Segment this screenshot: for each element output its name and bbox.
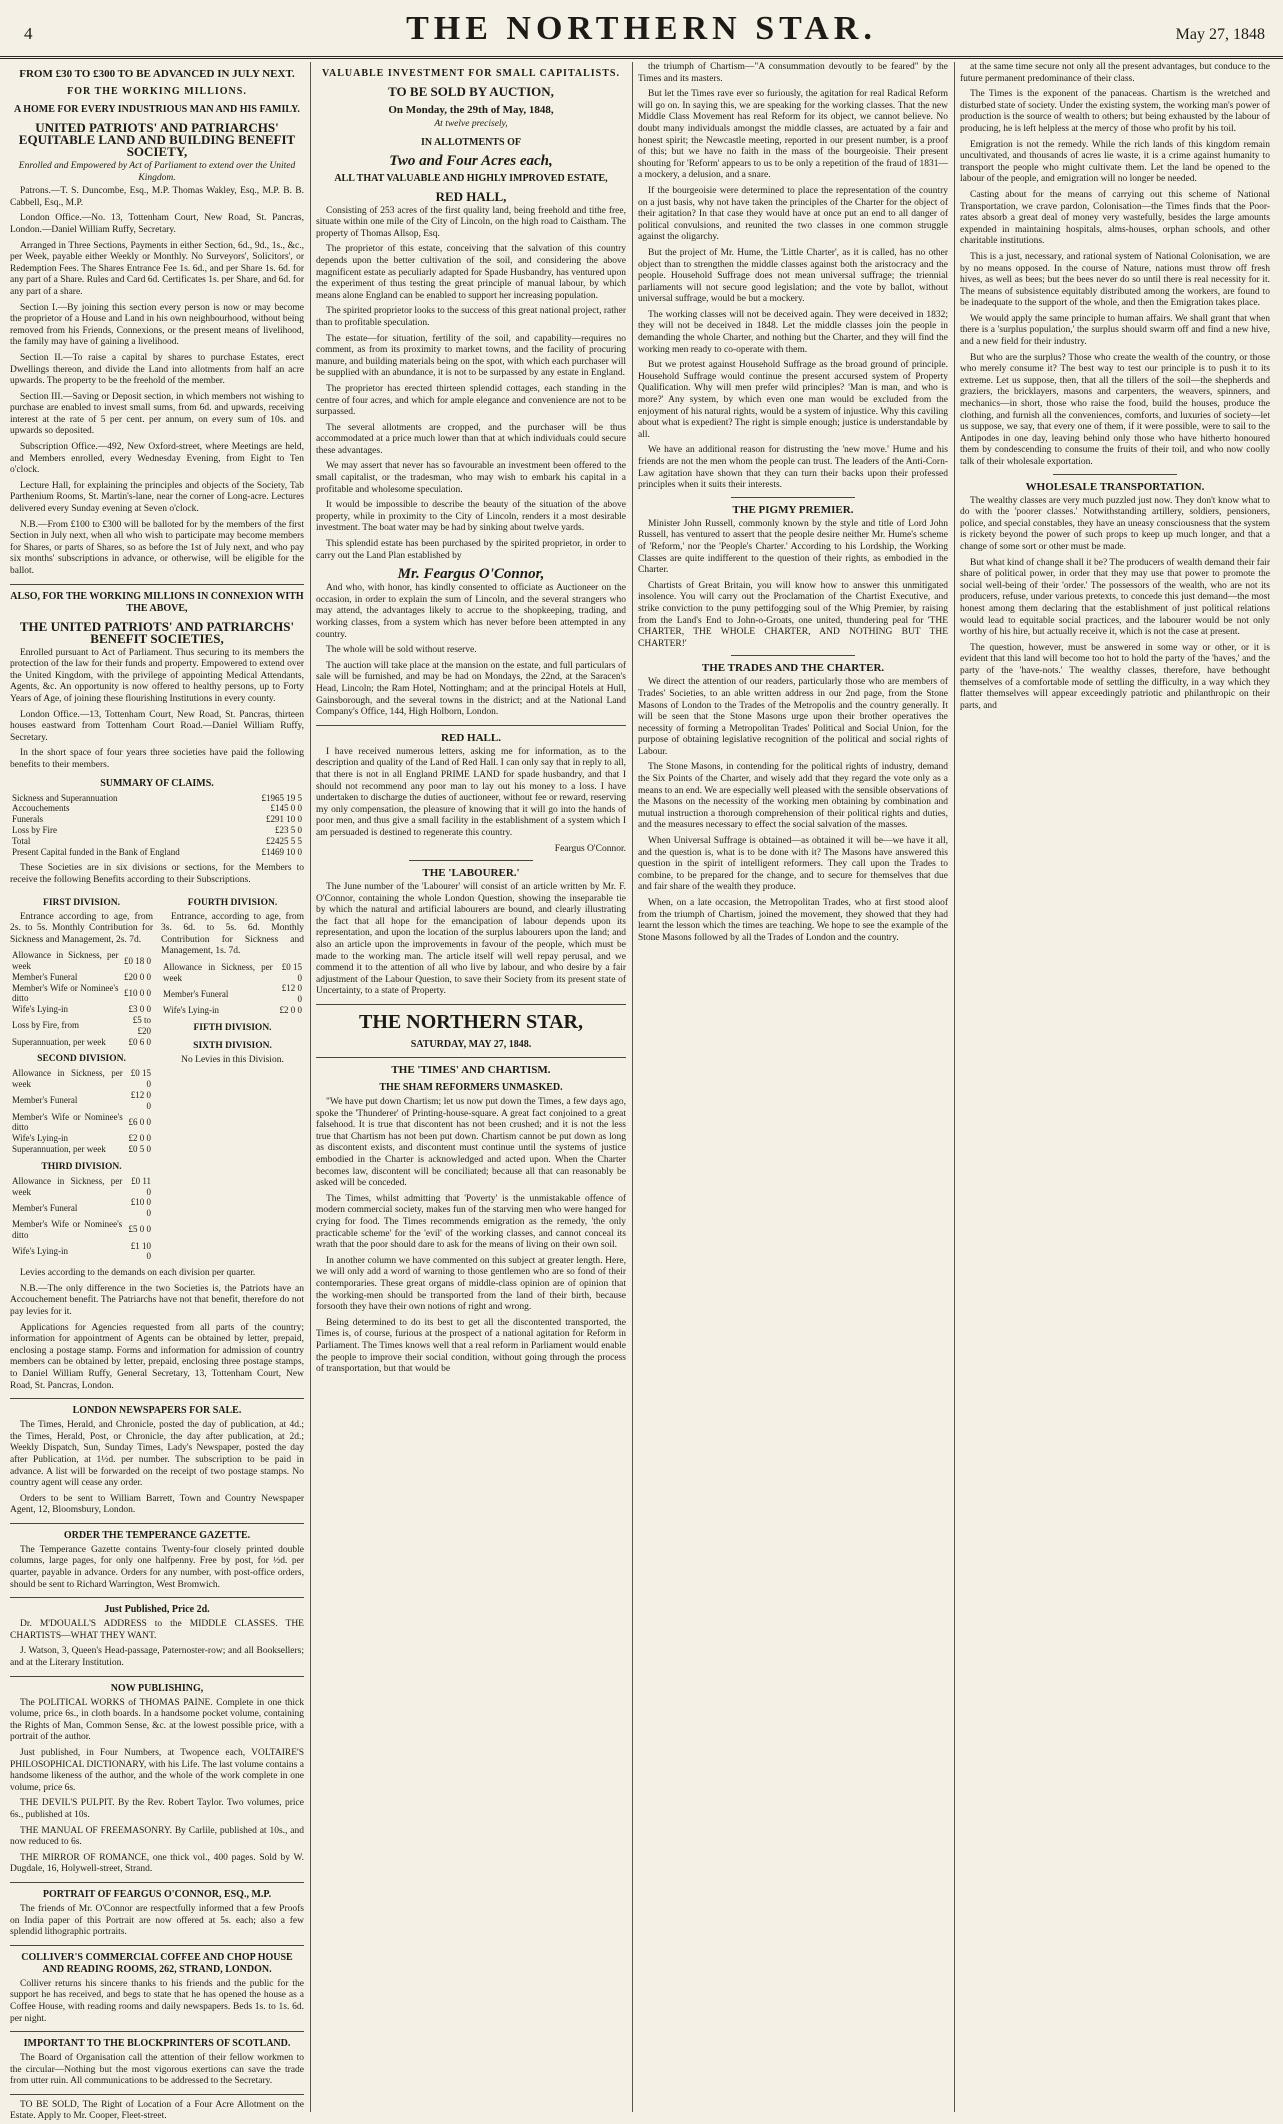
trades-heading: THE TRADES AND THE CHARTER.	[701, 662, 885, 675]
table-row	[10, 836, 304, 847]
table-row	[161, 1005, 304, 1016]
paragraph: "We have put down Chartism; let us now put down the Times, a few days ago, spoke the 'Thunderer' of Printing-house-square. A great fact conjoined to a great falsehood. It is true that discontent has not been crushed; and it is not the less true that Chartism has not been put down. Chartism cannot be put down as long as discontent exists, and discontent must continue until the systems of justice embodied in the Charter is acknowledged and acted upon. When the Charter becomes law, discontent will be conciliated; because all that can reasonably be asked will be conceded.	[316, 1097, 626, 1189]
application-note: Applications for Agencies requested from all parts of the country; information for appointment of Agents can be obtained by letter, prepaid, enclosing a postage stamp. Forms and information for admission of country members can be obtained by letter, prepaid, enclosing three postage stamps, to Daniel William Ruffy, General Secretary, 13, Tottenham Court, New Road, St. Pancras, London.	[10, 1322, 304, 1391]
article-heading: THE 'TIMES' AND CHARTISM.	[391, 1064, 551, 1077]
subscription-office: Subscription Office.—492, New Oxford-street, where Meetings are held, and Members enrolled, every Wednesday Evening, from Eight to Ten o'clock.	[10, 442, 304, 476]
table-row	[10, 1004, 153, 1015]
divider	[10, 2031, 304, 2032]
table-cell: Allowance in Sickness, per week	[12, 1175, 123, 1197]
table-cell: Superannuation, per week	[12, 1144, 106, 1155]
table-cell: Allowance in Sickness, per week	[163, 961, 273, 983]
divider	[10, 1882, 304, 1883]
table-row	[10, 1037, 153, 1048]
paragraph: The question, however, must be answered in some way or other, or it is evident that this land will become too hot to hold the party of the 'haves,' and the party of the 'have-nots.' The wealthy classes, therefore, have bethought themselves of a comfortable mode of settling the difficulty, in a way which they flatter themselves will appear exceedingly patriotic and philanthropic on their parts, and	[960, 642, 1270, 711]
paragraph: The Times, whilst admitting that 'Poverty' is the unmistakable offence of modern commercial society, makes fun of the starving men who were hanged for crying for food. The Times recommends emigration as the remedy, 'the only practicable scheme' for the 'evil' of the working classes, and cannot conceal its wrath that the poor should dare to ask for the means of living on their own soil.	[316, 1193, 626, 1251]
table-cell: £0 11 0	[131, 1175, 151, 1197]
temperance-ad: The Temperance Gazette contains Twenty-four closely printed double columns, large pages, for only one halfpenny. Free by post, for ½d. per quarter, payable in advance. Orders for any number, with post-office orders, should be sent to Richard Warrington, West Bromwich.	[10, 1544, 304, 1590]
published-heading: Just Published, Price 2d.	[104, 1604, 210, 1616]
column-2	[316, 62, 626, 2112]
divider	[409, 860, 533, 861]
table-row	[10, 1241, 153, 1263]
table-cell: Wife's Lying-in	[12, 1133, 68, 1144]
column-3	[638, 62, 948, 2112]
division-title: SIXTH DIVISION.	[193, 1040, 272, 1051]
paine-ad: The POLITICAL WORKS of THOMAS PAINE. Complete in one thick volume, price 6s., in cloth boards. In a handsome pocket volume, containing the Rights of Man, Common Sense, &c. at the lowest possible price, with a portrait of the author.	[10, 1697, 304, 1743]
table-cell: Sickness and Superannuation	[12, 792, 118, 803]
table-row	[10, 1144, 153, 1155]
patrons: Patrons.—T. S. Duncombe, Esq., M.P. Thomas Wakley, Esq., M.P. B. B. Cabbell, Esq., M.P.	[10, 186, 304, 208]
table-cell: Allowance in Sickness, per week	[12, 1068, 123, 1090]
division-title: SECOND DIVISION.	[37, 1054, 126, 1065]
levies-note: Levies according to the demands on each division per quarter.	[20, 1268, 256, 1279]
table-row	[10, 1133, 153, 1144]
paragraph: When Universal Suffrage is obtained—as obtained it will be—we have it all, and the question is, what is to be done with it? The Masons have answered this question in the spirit of intelligent reformers. They call upon the Trades to combine, to be prepared for the change, and to secure for themselves that due and fair share of the wealth they produce.	[638, 836, 948, 893]
table-row	[10, 814, 304, 825]
pigmy-premier-heading: THE PIGMY PREMIER.	[732, 503, 854, 516]
red-hall-heading: RED HALL.	[441, 731, 501, 744]
table-cell: Loss by Fire	[12, 824, 57, 835]
office-address: London Office.—13, Tottenham Court, New Road, St. Pancras, thirteen houses eastward from Tottenham Court Road.—Daniel William Ruffy, Secretary.	[10, 709, 304, 743]
table-cell: Wife's Lying-in	[12, 1004, 68, 1015]
table-cell: Member's Funeral	[12, 1095, 78, 1106]
table-cell: Funerals	[12, 814, 43, 825]
paragraph: at the same time secure not only all the present advantages, but conduce to the future permanent predominance of their class.	[960, 62, 1270, 84]
paragraph: Section I.—By joining this section every person is now or may become the proprietor of a House and Land in his own neighbourhood, without being removed from his Friends, Connexions, or the present means of livelihood, the family may have of gaining a livelihood.	[10, 302, 304, 348]
divider	[10, 2094, 304, 2095]
paragraph: Enrolled pursuant to Act of Parliament. Thus securing to its members the protection of the law for their funds and property. Empowered to extend over the United Kingdom, with the privilege of appointing Medical Attendants, Agents, &c. An opportunity is now offered to healthy persons, up to Forty Years of Age, of joining these flourishing Institutions in every county.	[10, 647, 304, 704]
table-cell: £1469 10 0	[261, 846, 302, 857]
paper-title: THE NORTHERN STAR,	[359, 1011, 583, 1034]
paragraph: But who are the surplus? Those who create the wealth of the country, or those who merely consume it? The best way to test our principle is to push it to its extreme. Let us suppose, then, that all the tillers of the soil—the shepherds and graziers, the bricklayers, masons and carpenters, the weavers, spinners, and mechanics—in short, those who raise the food, build the houses, produce the clothing, and furnish all the conveniences, comforts, and luxuries of society—let us suppose, we say, that every one of them, if it were possible, were to sail to the Antipodes in one day, leaving behind only those who have hitherto honoured them by condescending to consume the fruits of their toil, and who now coolly talk of their wholesale exportation.	[960, 352, 1270, 467]
division-title: FOURTH DIVISION.	[187, 897, 278, 908]
divider	[10, 1676, 304, 1677]
paragraph: It would be impossible to describe the beauty of the situation of the above property, while in proximity to the City of Lincoln, renders it a most desirable investment. The boat water may be had by sinking about twelve yards.	[316, 500, 626, 534]
table-cell: Member's Wife or Nominee's ditto	[12, 1219, 123, 1240]
ad-subheadline: FOR THE WORKING MILLIONS.	[67, 86, 247, 97]
table-cell: £10 0 0	[130, 1197, 151, 1219]
paragraph: The wealthy classes are very much puzzled just now. They don't know what to do with the 'poorer classes.' Notwithstanding artillery, soldiers, pensioners, police, and special constables, they have an uneasy consciousness that the system is rickety beyond the power of such props to keep up much longer, and that a change of some sort or other must be made.	[960, 495, 1270, 552]
paragraph: Arranged in Three Sections, Payments in either Section, 6d., 9d., 1s., &c., per Week, payable either Weekly or Monthly. No Surveyors', Solicitors', or Redemption Fees. The Shares Entrance Fee 1s. 6d., and per Share 1s. 6d. for any part of a Share. Rules and Card 6d. Certificates 1s. per Share, and 6d. for any part of a share.	[10, 240, 304, 297]
table-cell: Present Capital funded in the Bank of England	[12, 846, 180, 857]
table-row	[10, 1219, 153, 1241]
divider	[10, 1398, 304, 1399]
table-row	[10, 1068, 153, 1090]
paragraph: If the bourgeoisie were determined to place the representation of the country on a just basis, why not have taken the principles of the Charter for the object of their agitation? In that case they would have at once put an end to all danger of political convulsions, and reunited the two classes in one common struggle against the oligarchy.	[638, 185, 948, 243]
society-subtitle: Enrolled and Empowered by Act of Parliament to extend over the United Kingdom.	[18, 161, 296, 183]
paragraph: In another column we have commented on this subject at greater length. Here, we will only add a word of warning to those gentlemen who are so fond of their contemporaries. These great organs of middle-class opinion are of opinion that the working-men should be transported from the land of their birth, because forsooth they have their own notions of right and wrong.	[316, 1255, 626, 1313]
table-cell: £12 0 0	[281, 983, 302, 1005]
divisions-left	[10, 891, 153, 1269]
table-cell: £5 to £20	[132, 1015, 151, 1036]
column-1	[10, 62, 304, 2122]
paragraph: The spirited proprietor looks to the success of this great national project, rather than to profitable speculation.	[316, 306, 626, 328]
division-title: FIRST DIVISION.	[43, 897, 120, 908]
paragraph: The Times is the exponent of the panaceas. Chartism is the wretched and disturbed state of society. Under the existing system, the working man's power of production is the source of wealth to others; but being exhausted by the labour of producing, he is left helpless at the mercy of those who profit by his toil.	[960, 89, 1270, 134]
table-row	[10, 1090, 153, 1112]
paragraph: Minister John Russell, commonly known by the style and title of Lord John Russell, has ventured to assert that the people desire neither Mr. Hume's scheme of 'Reform,' nor the 'People's Charter.' According to his Lordship, the Working Classes are quite indifferent to the question of their rights, as embodied in the Charter.	[638, 518, 948, 576]
address-ad: Dr. M'DOUALL'S ADDRESS to the MIDDLE CLASSES. THE CHARTISTS—WHAT THEY WANT.	[10, 1619, 304, 1641]
division-subtitle: Entrance according to age, from 2s. to 5s. Monthly Contribution for Sickness and Management, 2s. 7d.	[10, 911, 153, 945]
division-table	[10, 1068, 153, 1154]
divider	[10, 1523, 304, 1524]
paragraph: Section II.—To raise a capital by shares to purchase Estates, erect Dwellings thereon, and divide the Land into allotments from half an acre upwards. The property to be the freehold of the member.	[10, 352, 304, 387]
paragraph: The June number of the 'Labourer' will consist of an article written by Mr. F. O'Connor, containing the whole London Question, showing the inseparable tie by which the natural and artificial labourers are bound, and clearly illustrating the fact that all hope for the emancipation of labour depends upon its representation, and upon the location of the surplus labourers upon the land; and also an article upon the improvements in favour of the people, which must be made to the working man. The article itself will well repay perusal, and we commend it to the attention of all who live by labour, and who desire by a fair adjustment of the Labour Question, to save their Society from its present state of Uncertainty, to a state of Property.	[316, 882, 626, 997]
paper-date: SATURDAY, MAY 27, 1848.	[410, 1039, 532, 1051]
summary-table	[10, 793, 304, 858]
paragraph: Chartists of Great Britain, you will know how to answer this unmitigated insolence. You will carry out the Proclamation of the Chartist Executive, and strike conviction to the puny pettifogging soul of the Whig Premier, by raising from the Land's End to John-o-Groats, one united, thundering peal for 'THE CHARTER, THE WHOLE CHARTER, AND NOTHING BUT THE CHARTER!'	[638, 580, 948, 649]
page-number: 4	[24, 24, 33, 43]
paragraph: Emigration is not the remedy. While the rich lands of this kingdom remain uncultivated, and thousands of acres lie waste, it is a crime against humanity to transport the people who might cultivate them. Let the land be opened to the labour of the people, and emigration will no longer be needed.	[960, 139, 1270, 185]
table-cell: Member's Wife or Nominee's ditto	[12, 982, 119, 1004]
address-ad-sub: J. Watson, 3, Queen's Head-passage, Paternoster-row; and all Booksellers; and at the Literary Institution.	[10, 1646, 304, 1669]
paragraph: The whole will be sold without reserve.	[326, 645, 477, 656]
paragraph: The estate—for situation, fertility of the soil, and capability—requires no comment, as from its proximity to market towns, and the facility of procuring manure, and building materials being on the spot, with which each purchaser will be supplied with an abundance, it is not to be surpassed by any estate in England.	[316, 333, 626, 379]
table-row	[10, 825, 304, 836]
lecture-hall: Lecture Hall, for explaining the principles and objects of the Society, Tab Parthenium Rooms, St. Martin's-lane, near the corner of Long-acre. Lectures delivered every Sunday evening at Seven o'clock.	[10, 480, 304, 515]
lots-size: Two and Four Acres each,	[389, 152, 553, 169]
division-title: THIRD DIVISION.	[41, 1161, 122, 1172]
table-cell: £2425 5 5	[266, 835, 302, 846]
table-cell: £0 15 0	[281, 961, 302, 983]
lots-subheading: ALL THAT VALUABLE AND HIGHLY IMPROVED ESTATE,	[334, 172, 608, 184]
publishing-heading: NOW PUBLISHING,	[110, 1682, 204, 1694]
paragraph: Being determined to do its best to get all the discontented transported, the Times is, of course, furious at the prospect of a national agitation for Reform in Parliament. The Times knows well that a real reform in Parliament would enable the people to improve their social condition, without going through the process of transportation, but that would be	[316, 1317, 626, 1375]
table-row	[10, 803, 304, 814]
lots-heading: IN ALLOTMENTS OF	[420, 136, 522, 148]
table-cell: £0 6 0	[128, 1036, 151, 1047]
division-note: No Levies in this Division.	[181, 1054, 284, 1065]
table-row	[10, 1176, 153, 1198]
divider	[731, 655, 855, 656]
paragraph: We would apply the same principle to human affairs. We shall grant that when there is a 'surplus population,' the surplus should swarm off and find a new hive, and a new field for their industry.	[960, 313, 1270, 348]
paragraph: The auction will take place at the mansion on the estate, and full particulars of sale will be furnished, and may be had on Mondays, the 22nd, at the Saracen's Head, Lincoln; the Ram Hotel, Nottingham; and at the principal Hotels at Hull, Gainsborough, and the several towns in the district; and at the National Land Company's Office, 144, High Holborn, London.	[316, 660, 626, 718]
signature: Feargus O'Connor.	[554, 843, 626, 854]
paragraph: The proprietor has erected thirteen splendid cottages, each standing in the centre of four acres, and which for ample elegance and convenience are not to be surpassed.	[316, 383, 626, 418]
divider	[316, 1004, 626, 1005]
paragraph: When, on a late occasion, the Metropolitan Trades, who at first stood aloof from the triumph of Chartism, joined the movement, they showed that they had learnt the lesson which the times are teaching. We hope to see the example of the Stone Masons followed by all the Trades of London and the country.	[638, 898, 948, 943]
auction-date: On Monday, the 29th of May, 1848,	[388, 104, 554, 116]
table-row	[10, 1197, 153, 1219]
column-4	[960, 62, 1270, 2112]
portrait-heading: PORTRAIT OF FEARGUS O'CONNOR, ESQ., M.P.	[42, 1888, 272, 1900]
table-cell: Loss by Fire, from	[12, 1020, 79, 1031]
table-cell: £3 0 0	[128, 1004, 151, 1015]
wholesale-heading: WHOLESALE TRANSPORTATION.	[1025, 480, 1205, 493]
divider	[316, 1057, 626, 1058]
summary-heading: SUMMARY OF CLAIMS.	[100, 777, 214, 789]
paragraph: Casting about for the means of carrying out this scheme of National Transportation, we crave pardon, Colonisation—the Times finds that the Poor-rates absorb a great deal of money very wastefully, besides the large amounts expended in maintaining hospitals, alms-houses, orphan schools, and other charitable institutions.	[960, 189, 1270, 247]
paragraph: Section III.—Saving or Deposit section, in which members not wishing to purchase are enabled to invest small sums, from 6d. and upwards, receiving interest at the rate of 5 per cent. per annum, on every sum of 10s. and upwards so deposited.	[10, 391, 304, 437]
table-row	[10, 972, 153, 983]
benefit-society-name: THE UNITED PATRIOTS' AND PATRIARCHS' BENEFIT SOCIETIES,	[19, 618, 295, 646]
also-heading: ALSO, FOR THE WORKING MILLIONS IN CONNEXION WITH THE ABOVE,	[10, 590, 304, 614]
paragraph: The Stone Masons, in contending for the political rights of industry, demand the Six Points of the Charter, and wisely add that they regard the vote only as a means to an end. We are especially well pleased with the sensible observations of the Masons on the necessity of the working men obtaining by combination and mutual instruction a thorough comprehension of their political rights and duties, and the measures necessary to effect the social salvation of the masses.	[638, 762, 948, 831]
masthead: THE NORTHERN STAR.	[406, 10, 877, 47]
portrait-ad: The friends of Mr. O'Connor are respectfully informed that a few Proofs on India paper of this Portrait are now offered at 5s. each; also a few splendid lithographic portraits.	[10, 1903, 304, 1938]
page-header	[0, 0, 1283, 59]
paragraph: These Societies are in six divisions or sections, for the Members to receive the following Benefits according to their Subscriptions.	[10, 863, 304, 885]
article-subheading: THE SHAM REFORMERS UNMASKED.	[379, 1082, 563, 1094]
table-cell: Total	[12, 835, 31, 846]
table-cell: £10 0 0	[124, 988, 151, 999]
estate-name: RED HALL,	[435, 188, 507, 204]
table-row	[10, 793, 304, 804]
table-cell: £5 0 0	[128, 1224, 151, 1235]
table-cell: £6 0 0	[128, 1117, 151, 1128]
divider	[10, 584, 304, 585]
table-cell: £2 0 0	[279, 1005, 302, 1016]
table-cell: Wife's Lying-in	[12, 1246, 68, 1256]
ad-headline: FROM £30 TO £300 TO BE ADVANCED IN JULY NEXT.	[19, 68, 295, 80]
romance-ad: THE MIRROR OF ROMANCE, one thick vol., 400 pages. Sold by W. Dugdale, 16, Holywell-street, Strand.	[10, 1852, 304, 1875]
divisions-grid	[10, 891, 304, 1269]
column-rule	[632, 62, 633, 2112]
table-cell: £291 10 0	[266, 814, 302, 825]
table-row	[161, 983, 304, 1005]
divider	[316, 725, 626, 726]
levies-nb: N.B.—The only difference in the two Societies is, the Patriots have an Accouchement benefit. The Patriarchs have not that benefit, therefore do not pay levies for it.	[10, 1283, 304, 1317]
paragraph: The working classes will not be deceived again. They were deceived in 1832; they will not be deceived in 1848. Let the middle classes join the people in demanding the whole Charter, and nothing but the Charter, and they will find the working men ready to co-operate with them.	[638, 309, 948, 355]
paragraph: We direct the attention of our readers, particularly those who are members of Trades' Societies, to an able written address in our 2nd page, from the Stone Masons of London to the Trades of the Metropolis and the country generally. It will be seen that the Stone Masons urge upon their brother operatives the necessity of forming a Metropolitan Trades' Political and Social Union, for the purpose of obtaining legislative recognition of the political and social rights of Labour.	[638, 677, 948, 757]
table-cell: £2 0 0	[128, 1133, 151, 1144]
table-cell: Allowance in Sickness, per week	[12, 950, 119, 972]
division-title: FIFTH DIVISION.	[193, 1022, 272, 1033]
column-rule	[310, 62, 311, 2112]
table-row	[161, 962, 304, 984]
freemasonry-ad: THE MANUAL OF FREEMASONRY. By Carlile, published at 10s., and now reduced to 6s.	[10, 1825, 304, 1848]
table-cell: Wife's Lying-in	[163, 1005, 219, 1016]
table-cell: Accouchements	[12, 803, 70, 814]
paragraph: This splendid estate has been purchased by the spirited proprietor, in order to carry out the Land Plan established by	[316, 539, 626, 561]
division-subtitle: Entrance, according to age, from 3s. 6d. to 5s. 6d. Monthly Contribution for Sickness and Management, 1s. 7d.	[161, 911, 304, 957]
coffee-house-ad: Colliver returns his sincere thanks to his friends and the public for the support he has received, and begs to state that he has opened the house as a Coffee House, with reading rooms and daily newspapers. Beds 1s. to 1s. 6d. per night.	[10, 1978, 304, 2024]
division-table	[10, 950, 153, 1047]
newspapers-ad: The Times, Herald, and Chronicle, posted the day of publication, at 4d.; the Times, Herald, Post, or Chronicle, the day after publication, at 2d.; Weekly Dispatch, Sun, Sunday Times, Lady's Newspaper, posted the day after Publication, at 1½d. per number. The subscription to be paid in advance. A list will be forwarded on the receipt of two postage stamps. No country agent will cease any order.	[10, 1420, 304, 1489]
table-cell: £23 5 0	[275, 824, 302, 835]
table-cell: £145 0 0	[270, 803, 302, 814]
temperance-heading: ORDER THE TEMPERANCE GAZETTE.	[63, 1529, 251, 1541]
paragraph: I have received numerous letters, asking me for information, as to the description and quality of the Land of Red Hall. I can only say that in reply to all, that there is not in all England PRIME LAND for spade husbandry, and that I should not recommend any poor man to lay out his money to a loss. I have undertaken to discharge the duties of auctioneer, without fee or reward, reserving my only compensation, the pleasure of knowing that it will go into the hands of poor men, and thus give a small facility in the establishment of a system which I am persuaded is destined to regenerate this country.	[316, 746, 626, 838]
to-be-sold-ad: TO BE SOLD, The Right of Location of a Four Acre Allotment on the Estate. Apply to Mr. Cooper, Fleet-street.	[10, 2099, 304, 2122]
divider	[1053, 474, 1177, 475]
newspapers-address: Orders to be sent to William Barrett, Town and Country Newspaper Agent, 12, Bloomsbury, London.	[10, 1493, 304, 1516]
ad-subheadline-2: A HOME FOR EVERY INDUSTRIOUS MAN AND HIS FAMILY.	[14, 104, 300, 115]
table-cell: Member's Funeral	[12, 971, 78, 982]
paragraph: The several allotments are cropped, and the purchaser will be thus accommodated at a price much lower than that at which individuals could secure these advantages.	[316, 422, 626, 456]
table-cell: Member's Funeral	[163, 988, 229, 999]
table-cell: £0 15 0	[130, 1068, 151, 1090]
office-address: London Office.—No. 13, Tottenham Court, New Road, St. Pancras, London.—Daniel William Ruffy, Secretary.	[10, 213, 304, 235]
society-name: UNITED PATRIOTS' AND PATRIARCHS' EQUITABLE LAND AND BUILDING BENEFIT SOCIETY,	[18, 120, 296, 159]
table-cell: £0 18 0	[124, 955, 151, 966]
scotland-notice: The Board of Organisation call the attention of their fellow workmen to the circular—Nothing but the most vigorous exertions can save the trade from utter ruin. All communications to be addressed to the Secretary.	[10, 2053, 304, 2087]
table-cell: Superannuation, per week	[12, 1036, 106, 1047]
auction-heading: TO BE SOLD BY AUCTION,	[388, 84, 554, 99]
table-cell: Member's Wife or Nominee's ditto	[12, 1111, 123, 1133]
paragraph: In the short space of four years three societies have paid the following benefits to their members.	[10, 748, 304, 770]
table-cell: £1965 19 5	[261, 792, 302, 803]
paragraph: Consisting of 253 acres of the first quality land, being freehold and tithe free, situate within one mile of the City of Lincoln, on the high road to Caistham. The property of Thomas Allsop, Esq.	[316, 205, 626, 239]
table-row	[10, 983, 153, 1005]
paragraph: We have an additional reason for distrusting the 'new move.' Hume and his friends are not the men whom the people can trust. The leaders of the Anti-Corn-Law agitation have shown that they can turn their backs upon their professed principles when it suits their interests.	[638, 445, 948, 491]
investment-heading: VALUABLE INVESTMENT FOR SMALL CAPITALISTS.	[322, 68, 620, 79]
column-rule	[954, 62, 955, 2112]
paragraph: And who, with honor, has kindly consented to officiate as Auctioneer on the occasion, in order to explain the sum of Lincoln, and the several strangers who may attend, the advantages likely to accrue to the shopkeeping, trading, and working classes, from a system which has never before been attempted in any country.	[316, 583, 626, 640]
table-row	[10, 1015, 153, 1037]
divider	[731, 497, 855, 498]
header-date: May 27, 1848	[1175, 26, 1265, 43]
auctioneer-name: Mr. Feargus O'Connor,	[397, 566, 545, 583]
labourer-heading: THE 'LABOURER.'	[422, 867, 520, 880]
table-cell: £12 0 0	[130, 1090, 151, 1111]
paragraph: the triumph of Chartism—"A consummation devoutly to be feared" by the Times and its masters.	[638, 62, 948, 84]
devils-pulpit-ad: THE DEVIL'S PULPIT. By the Rev. Robert Taylor. Two volumes, price 6s., published at 10s.	[10, 1798, 304, 1820]
table-cell: £0 5 0	[128, 1144, 151, 1155]
paragraph: But we protest against Household Suffrage as the broad ground of principle. Household Suffrage would continue the present accursed system of Property Qualification. Why will men prefer wild principles? 'Man is man, and who is more?' Any system, by which even one man would be excluded from the enjoyment of his natural rights, would be a system of injustice. Why this caviling about what is expedient? The right is simple enough; justice is understandable by all.	[638, 360, 948, 440]
table-row	[10, 950, 153, 972]
table-cell: £1 10 0	[130, 1240, 151, 1262]
division-table	[161, 962, 304, 1016]
divider	[10, 1597, 304, 1598]
paragraph: The proprietor of this estate, conceiving that the salvation of this country depends upon the better cultivation of the soil, and considering the above magnificent estate as peculiarly adapted for Spade Husbandry, has ventured upon the experiment of thus testing the great principle of manual labour, by which means alone England can be enabled to support her increasing population.	[316, 244, 626, 301]
paragraph: We may assert that never has so favourable an investment been offered to the small capitalist, or the tradesman, who may wish to embark his capital in a profitable and wholesome speculation.	[316, 461, 626, 495]
divider	[10, 1945, 304, 1946]
paragraph: But what kind of change shall it be? The producers of wealth demand their fair share of political power, in order that they may use that power to promote the social well-being of their 'order.' The possessors of the wealth, who are not its producers, refuse, under various pretexts, to concede this just demand—the most honest among them declaring that the establishment of just political relations would lead to equitable social practices, and the labourer would be not only worthy of his hire, but actually receive it, which is not the case at present.	[960, 557, 1270, 638]
table-row	[10, 847, 304, 858]
auction-time: At twelve precisely,	[434, 119, 508, 129]
division-table	[10, 1176, 153, 1262]
scotland-heading: IMPORTANT TO THE BLOCKPRINTERS OF SCOTLAND.	[23, 2038, 291, 2050]
ballot-note: N.B.—From £100 to £300 will be balloted for by the members of the first Section in July next, when all who wish to participate may become members for Shares, or parts of Shares, so as before the 1st of July next, and who pay six months' subscriptions in advance, or otherwise, will be eligible for the ballot.	[10, 519, 304, 576]
voltaire-ad: Just published, in Four Numbers, at Twopence each, VOLTAIRE'S PHILOSOPHICAL DICTIONARY, with his Life. The last volume contains a handsome likeness of the author, and the whole of the work complete in one volume, price 6s.	[10, 1748, 304, 1793]
divisions-right	[161, 891, 304, 1269]
paragraph: But let the Times rave ever so furiously, the agitation for real Radical Reform will go on. In saying this, we are speaking for the working classes. That the new Middle Class Movement has real Reform for its object, we cannot believe. No doubt many individuals amongst the middle classes, are actuated by a fair and honest spirit; the Newcastle meeting, reported in our present number, is a proof of this; but we have no faith in the mass of the bourgeoisie. Their present shouting for 'Reform' appears to us to be only a repetition of the fraud of 1831—a mockery, a delusion, and a snare.	[638, 89, 948, 181]
table-cell: Member's Funeral	[12, 1202, 78, 1213]
table-cell: £20 0 0	[124, 971, 151, 982]
coffee-house-heading: COLLIVER'S COMMERCIAL COFFEE AND CHOP HOUSE AND READING ROOMS, 262, STRAND, LONDON.	[21, 1951, 293, 1975]
newspapers-heading: LONDON NEWSPAPERS FOR SALE.	[72, 1405, 242, 1417]
paragraph: But the project of Mr. Hume, the 'Little Charter', as it is called, has no other object than to strengthen the middle classes against both the aristocracy and the people. Household Suffrage does not mean universal suffrage; the triennial parliaments will not secure good legislation; and the vote by ballot, without universal suffrage, would be but a mockery.	[638, 247, 948, 305]
paragraph: This is a just, necessary, and rational system of National Colonisation, we are by no means opposed. In the course of Nature, nations must throw off fresh hives, as well as bees; but the bees never do so until there is real necessity for it. The means of subsistence equitably distributed among the workers, are found to be inadequate to the support of the whole, and then the Emigration takes place.	[960, 251, 1270, 309]
table-row	[10, 1112, 153, 1134]
